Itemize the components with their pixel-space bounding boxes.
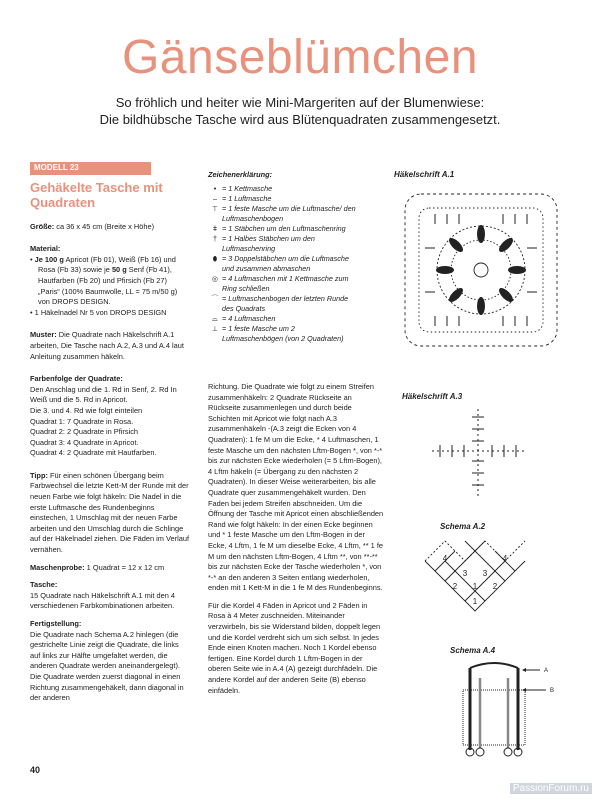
tasche-paragraph (30, 580, 190, 612)
fertig-paragraph (30, 619, 190, 704)
material-1-bold: Je 100 g (34, 254, 64, 264)
size-value: ca 36 x 45 cm (Breite x Höhe) (54, 221, 155, 231)
farb-line: Die 3. und 4. Rd wie folgt einteilen (30, 405, 143, 415)
schema-number: 4 (442, 554, 448, 563)
schema-number: 3 (482, 569, 488, 578)
diagram-a3 (428, 405, 528, 500)
material-item-2: • 1 Häkelnadel Nr 5 von DROPS DESIGN (30, 307, 167, 317)
farb-line: Quadrat 4: 2 Quadrate mit Hautfarben. (30, 448, 157, 458)
section-heading: Gehäkelte Tasche mit Quadraten (30, 179, 163, 210)
page-title: Gänseblümchen (121, 31, 479, 84)
size-label: Größe: (30, 221, 55, 231)
legend-text: = 4 Luftmaschen (222, 313, 276, 323)
material-1-bold2: 50 g (111, 265, 127, 275)
schema-number: 2 (492, 582, 498, 591)
chain-stitch-icon: ‒ (213, 193, 217, 203)
slip-stitch-icon: • (213, 183, 217, 193)
legend-item (208, 254, 358, 274)
farb-paragraph (30, 374, 190, 459)
muster-label: Muster: (30, 330, 57, 340)
material-1-rest: Apricot (Fb 01), Weiß (Fb 16) und Rosa (Fb 33) sowie je (38, 254, 176, 275)
schema-number: 1 (472, 582, 478, 591)
legend-item (208, 314, 358, 324)
model-badge: MODELL 23 (30, 162, 151, 175)
legend-text: = 1 Halbes Stäbchen um den Luftmaschenring (222, 233, 315, 253)
tipp-paragraph (30, 471, 190, 556)
farb-line: Quadrat 3: 4 Quadrate in Apricot. (30, 437, 139, 447)
legend-item (208, 274, 358, 294)
legend-text: = 1 feste Masche um die Luftmasche/ den Luftmaschenbogen (222, 203, 356, 223)
fertig-label: Fertigstellung: (30, 619, 82, 628)
legend-item (208, 324, 358, 344)
cluster-stitch-icon: ⬮ (212, 253, 218, 263)
legend-text: = 4 Luftmaschen mit 1 Kettmasche zum Ring schließen (222, 273, 349, 293)
subtitle-line-1: So fröhlich und heiter wie Mini-Margeriten auf der Blumenwiese: (115, 95, 485, 110)
legend-text: = 3 Doppelstäbchen um die Luftmasche und zusammen abmaschen (222, 253, 349, 273)
muster-text: Die Quadrate nach Häkelschrift A.1 arbeiten, Die Tasche nach A.2, A.3 und A.4 laut Anleitung zusammen häkeln. (30, 330, 184, 361)
middle-text-2: Für die Kordel 4 Fäden in Apricot und 2 Fäden in Rosa à 4 Meter zuschneiden. Miteinander verzwirbeln, bis sie Widerstand bilden, doppelt legen und die Kordel verdreht sich um sich selbst. In jedes Ende einen Knoten machen. Noch 1 Kordel ebenso fertigen. Eine Kordel durch 1 Lftm-Bogen in der oberen Seite wie in A.4 (A) gezeigt durchfädeln. Die andere Kordel auf der anderen Seite (B) ebenso einfädeln. (208, 600, 381, 695)
subtitle-line-2: Die bildhübsche Tasche wird aus Blütenquadraten zusammengesetzt. (99, 112, 501, 127)
schema-number: 3 (462, 569, 468, 578)
legend-item (208, 184, 358, 194)
legend-item (208, 204, 358, 224)
tasche-text: 15 Quadrate nach Häkelschrift A.1 mit den 4 verschiedenen Farbkombinationen arbeiten. (30, 590, 176, 611)
double-crochet-icon: ǂ (212, 223, 218, 233)
diagram-a2-label: Schema A.2 (440, 522, 486, 531)
farb-line: Quadrat 1: 7 Quadrate in Rosa. (30, 416, 134, 426)
chain-arc-icon: ⌒ (211, 293, 219, 303)
left-column (30, 162, 190, 711)
material-item-1: • Je 100 g Apricot (Fb 01), Weiß (Fb 16) und Rosa (Fb 33) sowie je 50 g Senf (Fb 41), Hautfarben (Fb 20) und Pfirsich (Fb 27) „Paris“ (100% Baumwolle, LL = 75 m/50 g) von DROPS DESIGN. (30, 254, 178, 307)
material-2-text: 1 Häkelnadel Nr 5 von DROPS DESIGN (34, 307, 167, 317)
subtitle (0, 94, 600, 128)
legend-item (208, 224, 358, 234)
middle-text: Richtung. Die Quadrate wie folgt zu einem Streifen zusammenhäkeln: 2 Quadrate Rückseite an Rückseite zusammenlegen und durch beide Schichten mit Apricot wie folgt nach A.3 zusammenhäkeln -(A.3 zeigt die Ecken von 4 Quadraten): 1 fe M um die Ecke, * 4 Luftmaschen, 1 feste Masche um den nächsten Lftm-Bogen *, von *-* bis zur nächsten Ecke wiederholen (= 5 Lftm-Bogen), 4 Lftm häkeln (= Übergang zu den nächsten 2 Quadraten). In dieser Weise weiterarbeiten, bis alle Quadrate quer zusammengehäkelt wurden. Den Faden bei jedem Streifen abschneiden. Um die Öffnung der Tasche mit Apricot einen abschließenden Rand wie folgt häkeln: In der einen Ecke beginnen und * 1 feste Masche um den Lftm-Bogen in der Ecke, 4 Lftm, 1 fe M um dieselbe Ecke, 4 Lftm, ** 1 fe M um den nächsten Lftm-Bogen, 4 Lftm **, von **-** bis zur nächsten Ecke der Tasche wiederholen *, von *-* an den anderen 3 Seiten entlang wiederholen, enden mit 1 Kett-M in die 1 fe M des Rundenbeginns. (208, 382, 384, 593)
watermark: PassionForum.ru (510, 783, 592, 794)
muster-paragraph (30, 330, 190, 362)
label-a: A (544, 668, 549, 674)
size-paragraph (30, 222, 190, 233)
farb-line: Den Anschlag und die 1. Rd in Senf, 2. Rd In Weiß und die 5. Rd in Apricot. (30, 384, 177, 405)
diagram-a3-label: Häkelschrift A.3 (402, 392, 463, 401)
diagram-a1 (395, 184, 567, 356)
legend-text: = Luftmaschenbogen der letzten Runde des Quadrats (222, 293, 349, 313)
legend-text: = 1 Kettmasche (222, 183, 273, 193)
legend-title: Zeichenerklärung: (208, 170, 273, 179)
diagram-a4 (448, 660, 568, 760)
page-number: 40 (30, 765, 41, 775)
middle-column (208, 382, 384, 703)
material-paragraph (30, 244, 190, 318)
farb-label: Farbenfolge der Quadrate: (30, 374, 123, 384)
maschen-paragraph (30, 563, 190, 574)
tipp-label: Tipp: (30, 470, 48, 480)
legend-item (208, 234, 358, 254)
maschen-label: Maschenprobe: (30, 562, 85, 572)
schema-number: 1 (472, 597, 478, 606)
chain-ring-icon: ◎ (211, 273, 219, 283)
legend-text: = 1 Luftmasche (222, 193, 272, 203)
four-chain-icon: ⌓ (212, 313, 218, 323)
legend-item (208, 294, 358, 314)
single-crochet-icon: ⊤ (211, 203, 219, 213)
label-b: B (550, 688, 555, 694)
fertig-text: Die Quadrate nach Schema A.2 hinlegen (die gestrichelte Linie zeigt die Quadrate, die links auf links zur Hälfte umgefaltet werden, die anderen Quadrate werden aneinandergelegt). Die Quadrate werden zuerst diagonal in einen Richtung zusammengehäkelt, dann diagonal in der anderen (30, 629, 184, 703)
legend-item (208, 194, 358, 204)
schema-number: 4 (502, 554, 508, 563)
half-double-crochet-icon: † (213, 233, 217, 243)
tipp-text: Für einen schönen Übergang beim Farbwechsel die letzte Kett-M der Runde mit der neuen Farbe wie folgt häkeln: Die Nadel in die erste Luftmasche des Rundenbeginns einstechen, 1 Umschlag mit der neuen Farbe arbeiten und den Umschlag durch die Schlinge auf der Häkelnadel ziehen. Die Fäden im Verlauf vernähen. (30, 470, 189, 555)
legend-text: = 1 feste Masche um 2 Luftmaschenbögen (von 2 Quadraten) (222, 323, 344, 343)
material-label: Material: (30, 244, 61, 254)
diagram-a4-label: Schema A.4 (450, 646, 496, 655)
schema-number: 2 (452, 582, 458, 591)
join-stitch-icon: ⊥ (211, 323, 219, 333)
diagram-a2 (420, 534, 530, 624)
maschen-text: 1 Quadrat = 12 x 12 cm (84, 562, 165, 572)
material-1-rest2: Senf (Fb 41), Hautfarben (Fb 20) und Pfirsich (Fb 27) „Paris“ (100% Baumwolle, LL = 75 m/50 g) von DROPS DESIGN. (38, 265, 178, 307)
legend (208, 170, 358, 344)
diagram-a1-label: Häkelschrift A.1 (394, 170, 455, 179)
farb-line: Quadrat 2: 2 Quadrate in Pfirsich (30, 427, 139, 437)
tasche-label: Tasche: (30, 580, 58, 590)
legend-text: = 1 Stäbchen um den Luftmaschenring (222, 223, 346, 233)
